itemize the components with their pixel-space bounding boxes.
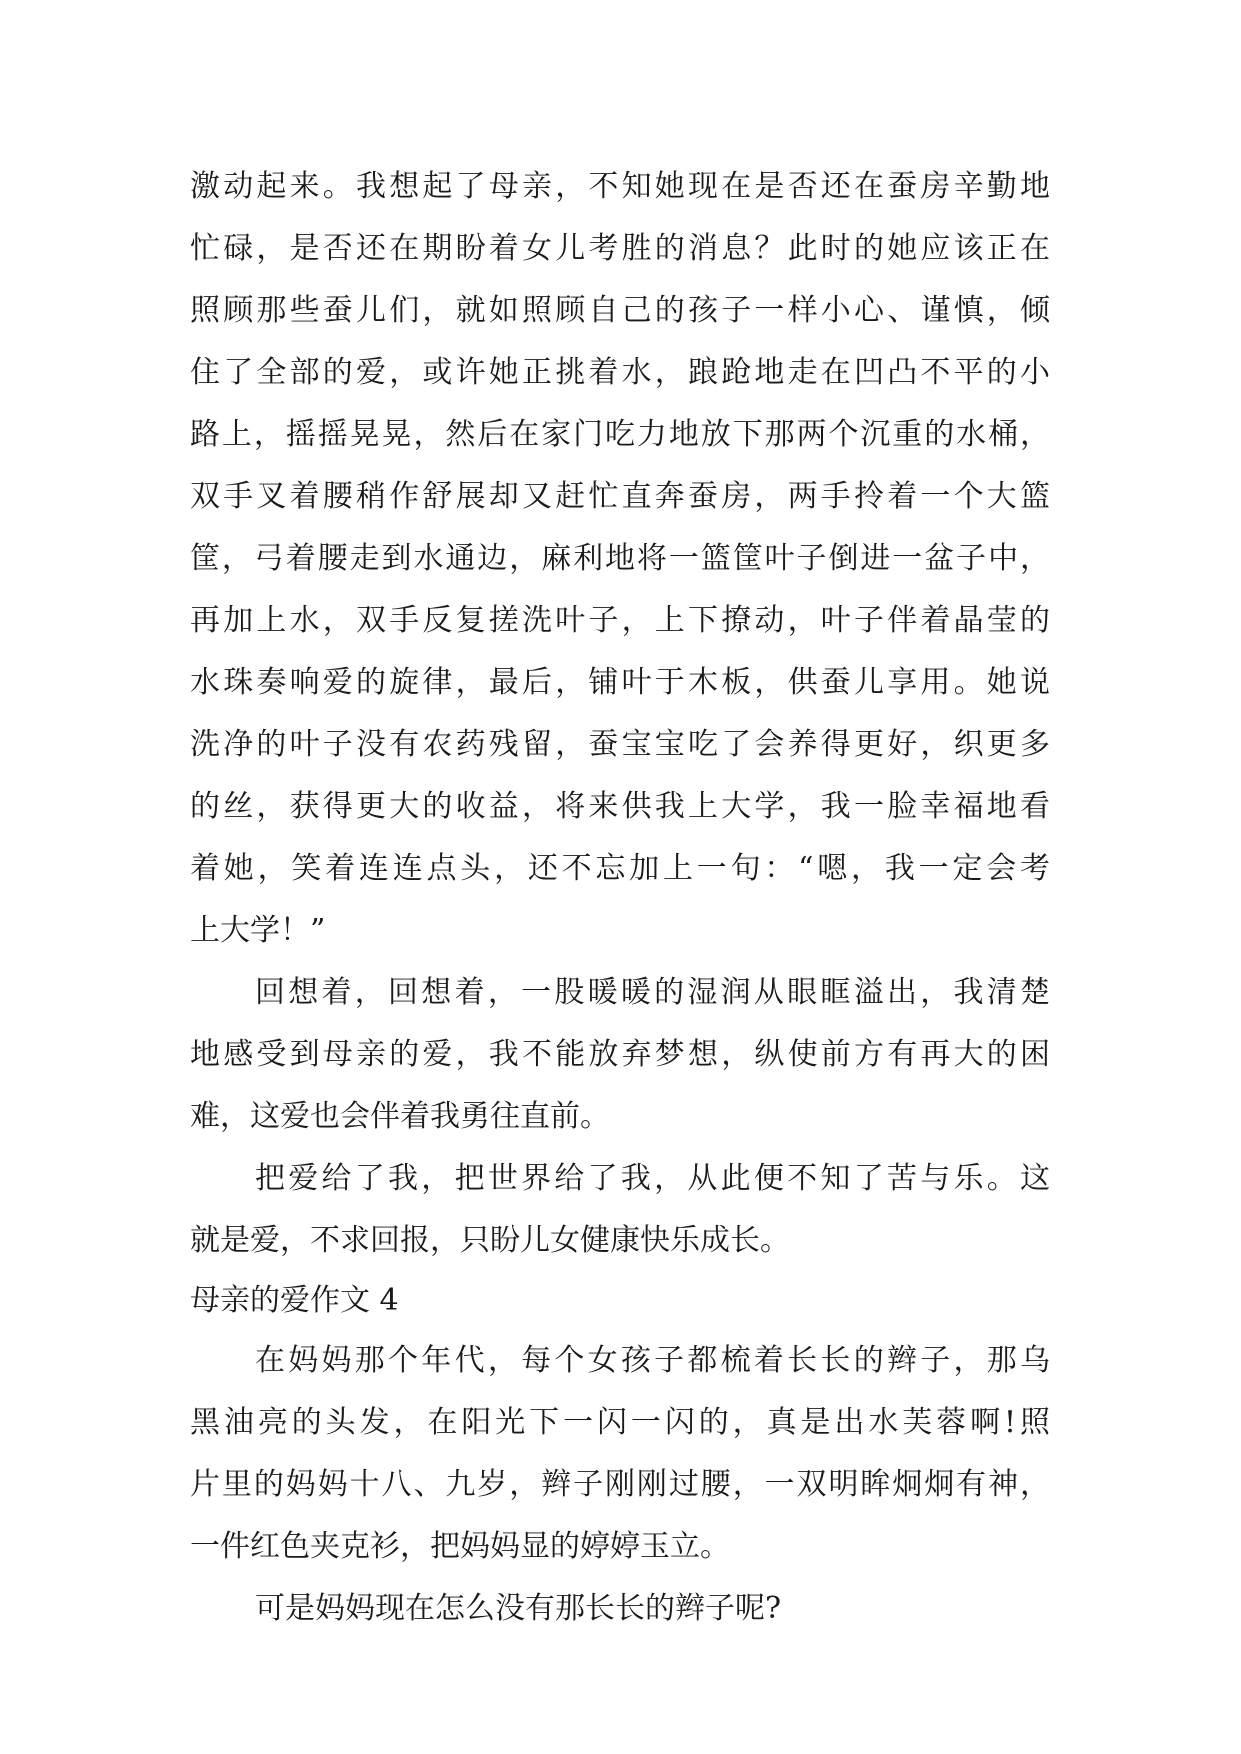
document-body <box>190 156 1050 1640</box>
paragraph-braids <box>190 1330 1050 1578</box>
paragraph-conclusion <box>190 1148 1050 1272</box>
text-line: 激动起来。我想起了母亲，不知她现在是否还在蚕房辛勤地 <box>190 169 1050 204</box>
paragraphs-before-heading <box>190 156 1050 1272</box>
text-line: 住了全部的爱，或许她正挑着水，踉跄地走在凹凸不平的小 <box>190 355 1050 390</box>
paragraph-recall <box>190 962 1050 1148</box>
text-line: 路上，摇摇晃晃，然后在家门吃力地放下那两个沉重的水桶， <box>190 417 1050 452</box>
section-heading: 母亲的爱作文 4 <box>190 1283 399 1318</box>
text-line: 上大学！” <box>190 913 326 948</box>
text-line: 着她，笑着连连点头，还不忘加上一句：“嗯，我一定会考 <box>190 851 1050 886</box>
text-line: 就是爱，不求回报，只盼儿女健康快乐成长。 <box>190 1223 790 1258</box>
text-line: 地感受到母亲的爱，我不能放弃梦想，纵使前方有再大的困 <box>190 1037 1050 1072</box>
text-line: 回想着，回想着，一股暖暖的湿润从眼眶溢出，我清楚 <box>255 975 1050 1010</box>
text-line: 可是妈妈现在怎么没有那长长的辫子呢? <box>255 1591 782 1626</box>
text-line: 忙碌，是否还在期盼着女儿考胜的消息？此时的她应该正在 <box>190 231 1050 266</box>
text-line: 筐，弓着腰走到水通边，麻利地将一篮筐叶子倒进一盆子中， <box>190 541 1050 576</box>
paragraph-continuation <box>190 156 1050 962</box>
text-line: 的丝，获得更大的收益，将来供我上大学，我一脸幸福地看 <box>190 789 1050 824</box>
text-line: 一件红色夹克衫，把妈妈显的婷婷玉立。 <box>190 1529 730 1564</box>
text-line: 洗净的叶子没有农药残留，蚕宝宝吃了会养得更好，织更多 <box>190 727 1050 762</box>
text-line: 水珠奏响爱的旋律，最后，铺叶于木板，供蚕儿享用。她说 <box>190 665 1050 700</box>
text-line: 片里的妈妈十八、九岁，辫子刚刚过腰，一双明眸炯炯有神， <box>190 1467 1050 1502</box>
text-line: 在妈妈那个年代，每个女孩子都梳着长长的辫子，那乌 <box>255 1343 1050 1378</box>
paragraphs-after-heading <box>190 1330 1050 1640</box>
paragraph-question <box>190 1578 1050 1640</box>
text-line: 双手叉着腰稍作舒展却又赶忙直奔蚕房，两手拎着一个大篮 <box>190 479 1050 514</box>
text-line: 把爱给了我，把世界给了我，从此便不知了苦与乐。这 <box>255 1161 1050 1196</box>
text-line: 再加上水，双手反复搓洗叶子，上下撩动，叶子伴着晶莹的 <box>190 603 1050 638</box>
text-line: 照顾那些蚕儿们，就如照顾自己的孩子一样小心、谨慎，倾 <box>190 293 1050 328</box>
text-line: 黑油亮的头发，在阳光下一闪一闪的，真是出水芙蓉啊!照 <box>190 1405 1050 1440</box>
text-line: 难，这爱也会伴着我勇往直前。 <box>190 1099 610 1134</box>
